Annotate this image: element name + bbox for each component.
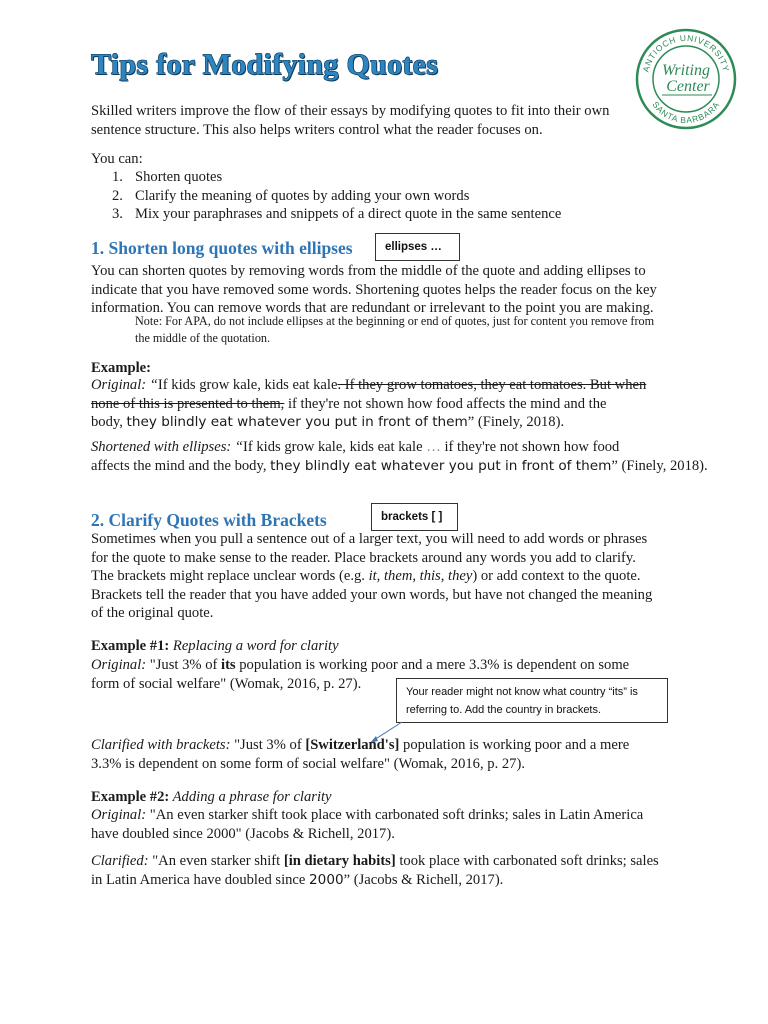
brackets-tag: brackets [ ] xyxy=(371,503,458,531)
example2-heading: Example #2: Adding a phrase for clarity xyxy=(91,789,332,805)
example2-original: Original: "An even starker shift took place with carbonated soft drinks; sales in Latin America have doubled since 2000" (Jacobs & Richell, 2017). xyxy=(91,807,644,842)
section1-heading: 1. Shorten long quotes with ellipses xyxy=(91,238,353,258)
example-label: Example: xyxy=(91,360,151,376)
page-title: Tips for Modifying Quotes xyxy=(91,48,439,81)
list-item: 2. Clarify the meaning of quotes by adding your own words xyxy=(112,187,470,204)
apa-note: Note: For APA, do not include ellipses at the beginning or end of quotes, just for content you remove from the middle of the quotation. xyxy=(135,314,655,345)
original-quote: Original: “If kids grow kale, kids eat kale. If they grow tomatoes, they eat tomatoes. But when none of this is presented to them, if they're not shown how food affects the mind and the body, they blindly eat whatever you put in front of them” (Finely, 2018). xyxy=(91,377,647,430)
intro-paragraph: Skilled writers improve the flow of their essays by modifying quotes to fit into their own sentence structure. This also helps writers control what the reader focuses on. xyxy=(91,103,610,138)
callout-box: Your reader might not know what country “its” is referring to. Add the country in brackets. xyxy=(396,678,668,723)
you-can-label: You can: xyxy=(91,151,143,167)
example1-clarified: Clarified with brackets: "Just 3% of [Switzerland's] population is working poor and a mere 3.3% is dependent on some form of social welfare" (Womak, 2016, p. 27). xyxy=(91,737,630,772)
logo-line1: Writing xyxy=(661,62,711,79)
ellipses-tag: ellipses … xyxy=(375,233,460,261)
logo-line2: Center xyxy=(666,78,710,95)
section2-paragraph: Sometimes when you pull a sentence out of a larger text, you will need to add words or phrases for the quote to make sense to the reader. Place brackets around any words you add to clarify. The brackets might replace unclear words (e.g. it, them, this, they) or add context to the quote. Brackets tell the reader that you have added your own words, but have not changed the meaning of the original quote. xyxy=(91,531,653,621)
writing-center-logo xyxy=(634,27,738,131)
logo-bottom-text: SANTA BARBARA xyxy=(650,99,722,126)
section2-heading: 2. Clarify Quotes with Brackets xyxy=(91,510,327,530)
example1-heading: Example #1: Replacing a word for clarity xyxy=(91,638,339,654)
list-item: 1. Shorten quotes xyxy=(112,169,223,185)
list-item: 3. Mix your paraphrases and snippets of a direct quote in the same sentence xyxy=(112,206,562,222)
example2-clarified: Clarified: "An even starker shift [in dietary habits] took place with carbonated soft drinks; sales in Latin America have doubled since 2000” (Jacobs & Richell, 2017). xyxy=(91,853,659,888)
shortened-quote: Shortened with ellipses: “If kids grow kale, kids eat kale … if they're not shown how food affects the mind and the body, they blindly eat whatever you put in front of them” (Finely, 2018). xyxy=(91,439,708,474)
example1-original: Original: "Just 3% of its population is working poor and a mere 3.3% is dependent on some form of social welfare" (Womak, 2016, p. 27). xyxy=(91,657,630,692)
logo-top-text: ANTIOCH UNIVERSITY xyxy=(640,32,732,74)
section1-paragraph: You can shorten quotes by removing words from the middle of the quote and adding ellipses to indicate that you have removed some words. Shortening quotes helps the reader focus on the key information. You can remove words that are redundant or irrelevant to the point you are making. xyxy=(91,263,657,316)
logo-seal-icon xyxy=(634,27,738,131)
tips-list xyxy=(112,168,561,224)
